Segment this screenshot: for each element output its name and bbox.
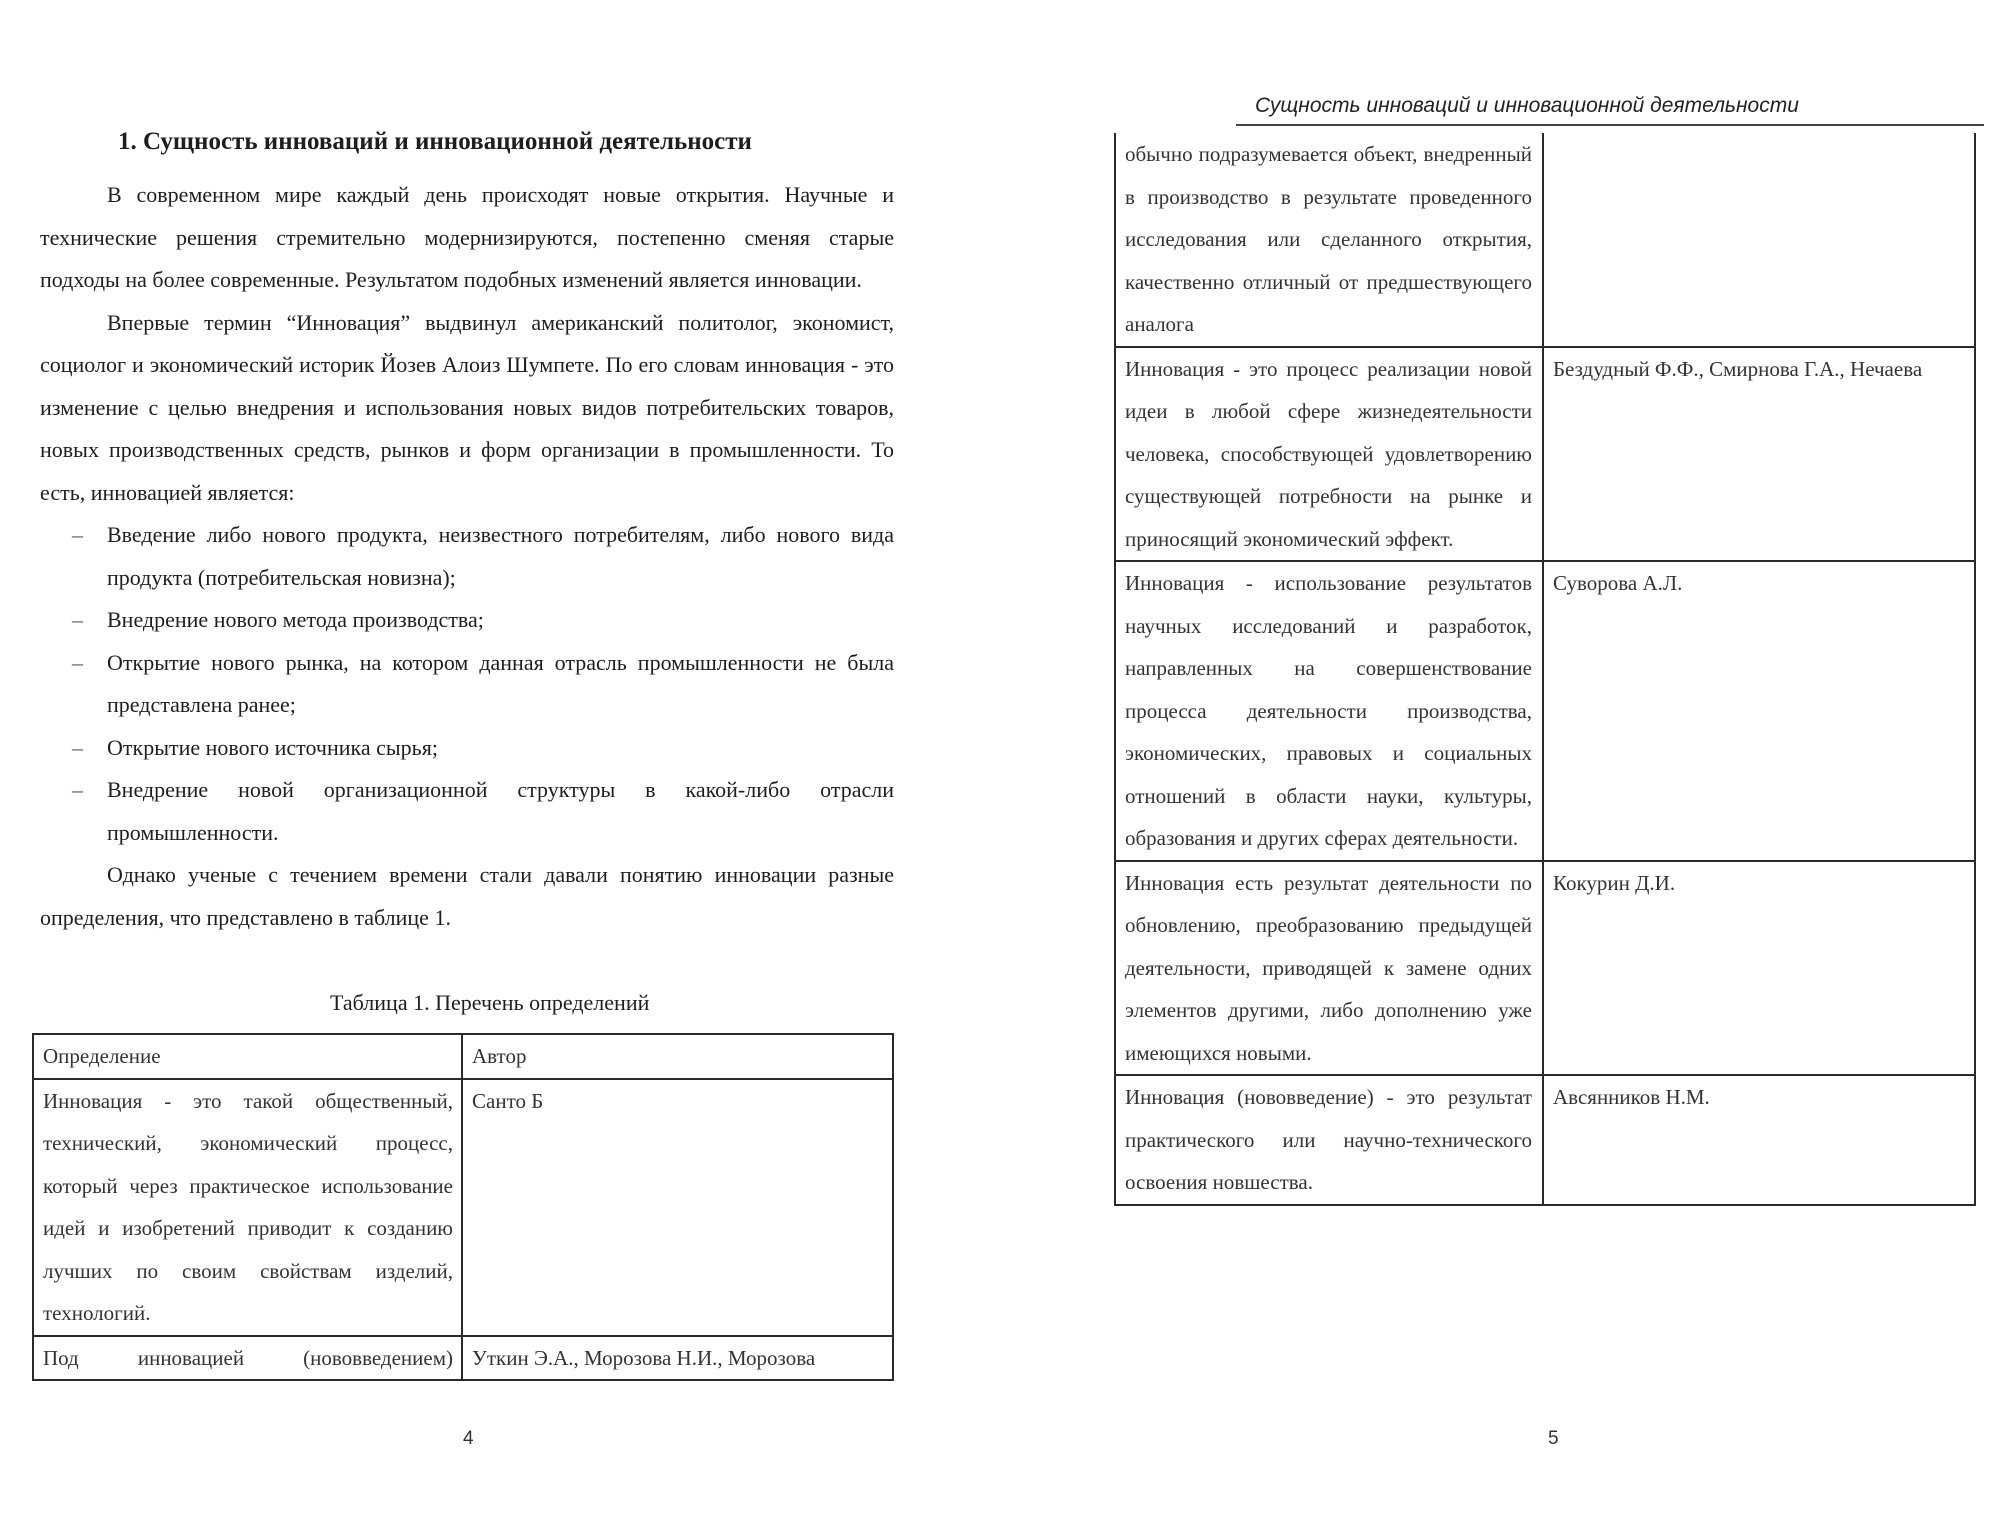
list-item (40, 642, 894, 727)
table-row (33, 1079, 893, 1336)
author-cell-text: Уткин Э.А., Морозова Н.И., Морозова (472, 1345, 816, 1370)
author-cell: Кокурин Д.И. (1543, 861, 1975, 1076)
right-page (1000, 0, 2000, 1538)
list-dash: – (72, 649, 83, 675)
paragraph-schumpeter: Впервые термин “Инновация” выдвинул американский политолог, экономист, социолог и экономический историк Йозев Алоиз Шумпете. По его словам инновация - это изменение с целью внедрения и использования новых видов потребительских товаров, новых производственных средств, рынков и форм организации в промышленности. То есть, инновацией является: (40, 309, 894, 505)
list-dash: – (72, 777, 83, 802)
page-number: 5 (1548, 1428, 1559, 1449)
definition-cell: Инновация - это такой общественный, технический, экономический процесс, который через практическое использование идей и изобретений приводит к созданию лучших по своим свойствам изделий, технологий. (33, 1079, 462, 1336)
chapter-heading: 1. Сущность инноваций и инновационной деятельности (118, 128, 752, 155)
table-row (1115, 133, 1975, 347)
paragraph-table-intro: Однако ученые с течением времени стали давали понятию инновации разные определения, что представлено в таблице 1. (40, 862, 894, 930)
list-dash: – (72, 607, 83, 632)
definition-cell: Инновация есть результат деятельности по обновлению, преобразованию предыдущей деятельности, приводящей к замене одних элементов другими, либо дополнению уже имеющихся новыми. (1115, 861, 1543, 1076)
author-cell (1543, 133, 1975, 347)
author-cell: Авсянников Н.М. (1543, 1075, 1975, 1205)
definition-cell: обычно подразумевается объект, внедренный в производство в результате проведенного исследования или сделанного открытия, качественно отличный от предшествующего аналога (1115, 133, 1543, 347)
list-item-text: Открытие нового источника сырья; (107, 734, 438, 760)
header-author: Автор (462, 1034, 893, 1079)
paragraph-intro: В современном мире каждый день происходят новые открытия. Научные и технические решения стремительно модернизируются, постепенно сменяя старые подходы на более современные. Результатом подобных изменений является инновации. (40, 182, 894, 292)
list-item-text: Открытие нового рынка, на котором данная отрасль промышленности не была представлена ранее; (107, 649, 894, 717)
body-text (40, 174, 894, 939)
list-dash: – (72, 522, 83, 547)
definition-cell: Инновация (нововведение) - это результат практического или научно-технического освоения новшества. (1115, 1075, 1543, 1205)
author-cell: Бездудный Ф.Ф., Смирнова Г.А., Нечаева (1543, 347, 1975, 562)
table-row (1115, 861, 1975, 1076)
list-item-text: Внедрение нового метода производства; (107, 607, 484, 632)
header-rule (1236, 124, 1984, 126)
running-header: Сущность инноваций и инновационной деятельности (1255, 94, 1799, 117)
list-item-text: Введение либо нового продукта, неизвестного потребителям, либо нового вида продукта (потребительская новизна); (107, 522, 894, 590)
table-row (1115, 347, 1975, 562)
definitions-table (32, 1033, 894, 1381)
list-item (40, 769, 894, 854)
table-row (1115, 1075, 1975, 1205)
list-dash: – (72, 734, 83, 760)
table-row (33, 1336, 893, 1380)
list-item (40, 599, 894, 642)
author-cell (462, 1336, 893, 1380)
innovation-list (40, 514, 894, 854)
definition-cell (33, 1336, 462, 1380)
author-cell: Санто Б (462, 1079, 893, 1336)
definition-cell: Инновация - это процесс реализации новой идеи в любой сфере жизнедеятельности человека, способствующей удовлетворению существующей потребности на рынке и приносящий экономический эффект. (1115, 347, 1543, 562)
definition-cell: Инновация - использование результатов научных исследований и разработок, направленных на совершенствование процесса деятельности производства, экономических, правовых и социальных отношений в области науки, культуры, образования и других сферах деятельности. (1115, 561, 1543, 861)
table-caption: Таблица 1. Перечень определений (330, 990, 650, 1015)
table-row (1115, 561, 1975, 861)
definition-cell-text: Под инновацией (нововведением) (43, 1345, 453, 1370)
page-number: 4 (463, 1428, 474, 1449)
list-item-text: Внедрение новой организационной структуры в какой-либо отрасли промышленности. (107, 777, 894, 845)
table-header-row (33, 1034, 893, 1079)
header-definition: Определение (33, 1034, 462, 1079)
author-cell: Суворова А.Л. (1543, 561, 1975, 861)
list-item (40, 727, 894, 770)
definitions-table-continued (1114, 133, 1976, 1206)
list-item (40, 514, 894, 599)
